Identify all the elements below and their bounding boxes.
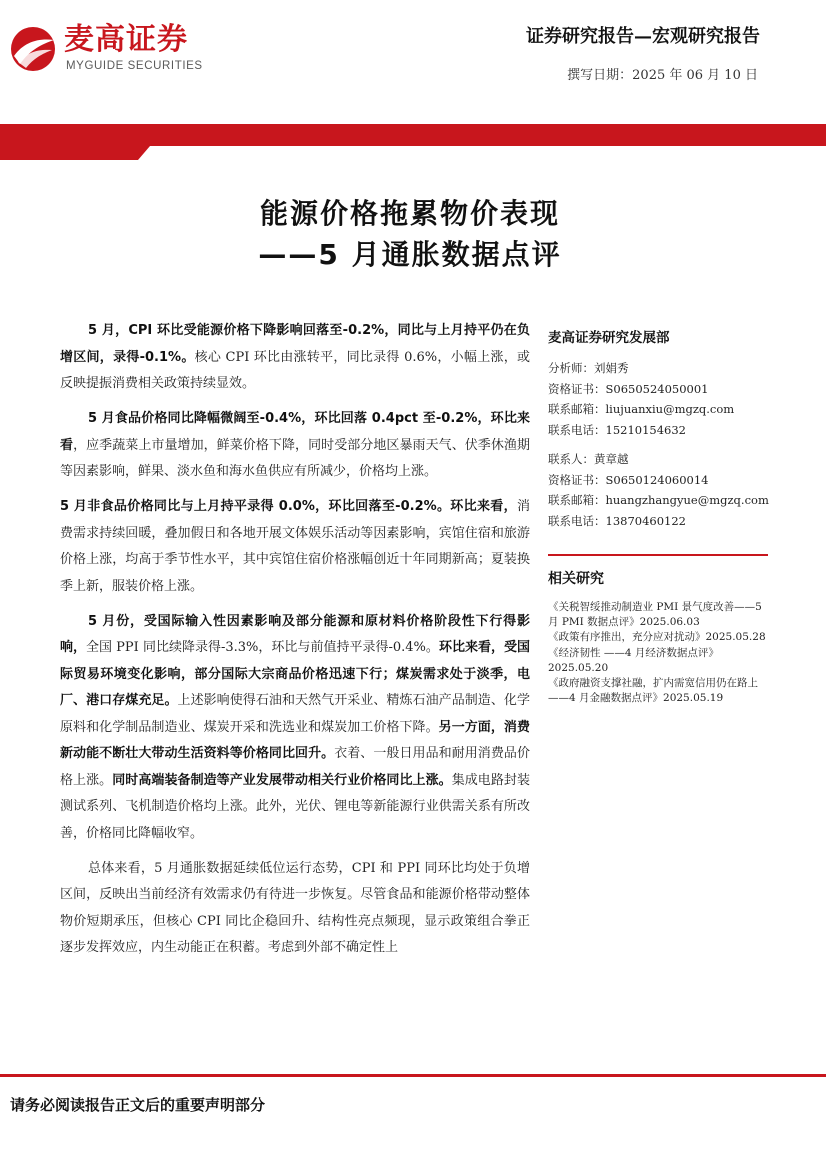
paragraph-lead: 5 月份，受国际输入性因素影响及部分能源和原材料价格阶段性下行得影响， <box>60 613 530 655</box>
research-dept: 麦高证券研究发展部 <box>548 330 670 346</box>
analyst-phone: 联系电话：15210154632 <box>548 422 686 437</box>
sidebar-divider <box>548 554 768 556</box>
related-item[interactable]: 《政府融资支撑社融，扩内需宽信用仍在路上——4 月金融数据点评》2025.05.19 <box>548 677 758 705</box>
paragraph-ppi <box>60 609 530 848</box>
paragraph-text: 上述影响使得石油和天然气开采业、精炼石油产品制造、化学原料和化学制品制造业、煤炭开采和洗选业和煤炭加工价格下降。 <box>60 693 530 735</box>
paragraph-text: 衣着、一般日用品和耐用消费品价格上涨。 <box>60 746 530 788</box>
paragraph-lead: 5 月食品价格同比降幅微阔至-0.4%，环比回落 0.4pct 至-0.2%，环比来看 <box>60 411 530 453</box>
paragraph-summary <box>60 856 530 962</box>
related-research-title: 相关研究 <box>548 571 604 587</box>
disclaimer-notice: 请务必阅读报告正文后的重要声明部分 <box>10 1096 266 1114</box>
paragraph-text: ，应季蔬菜上市量增加，鲜菜价格下降，同时受部分地区暴雨天气、伏季休渔期等因素影响，鲜果、淡水鱼和海水鱼供应有所减少，价格均上涨。 <box>60 437 530 479</box>
paragraph-lead: 5 月，CPI 环比受能源价格下降影响回落至-0.2%，同比与上月持平仍在负增区间，录得-0.1%。 <box>60 323 530 365</box>
report-type: 证券研究报告—宏观研究报告 <box>526 26 760 47</box>
write-date: 撰写日期：2025 年 06 月 10 日 <box>567 68 758 83</box>
report-title: 能源价格拖累物价表现 <box>259 197 560 230</box>
company-logo <box>8 22 218 78</box>
contact-cert: 资格证书：S0650124060014 <box>548 472 709 487</box>
header-banner <box>0 124 826 160</box>
contact-phone: 联系电话：13870460122 <box>548 513 686 528</box>
sidebar <box>548 320 769 705</box>
logo-mark-icon <box>8 22 60 74</box>
related-item[interactable]: 《关税智绥推动制造业 PMI 景气度改善——5 月 PMI 数据点评》2025.06.03 <box>548 601 762 629</box>
paragraph-text: 核心 CPI 环比由涨转平，同比录得 0.6%，小幅上涨，或反映提振消费相关政策持续显效。 <box>60 349 530 391</box>
paragraph-cpi <box>60 318 530 398</box>
paragraph-text: 全国 PPI 同比续降录得-3.3%，环比与前值持平录得-0.4%。 <box>86 640 439 655</box>
logo-text-en: MYGUIDE SECURITIES <box>66 60 203 72</box>
paragraph-lead: 5 月非食品价格同比与上月持平录得 0.0%，环比回落至-0.2%。环比来看， <box>60 499 517 514</box>
related-research-list <box>548 600 770 706</box>
footer-divider <box>0 1074 826 1077</box>
paragraph-food <box>60 406 530 486</box>
analyst-cert: 资格证书：S0650524050001 <box>548 381 709 396</box>
related-item[interactable]: 《政策有序推出，充分应对扰动》2025.05.28 <box>548 631 766 644</box>
report-subtitle: ——5 月通胀数据点评 <box>258 238 562 271</box>
contact-name: 联系人：黄章越 <box>548 452 629 466</box>
related-item[interactable]: 《经济韧性 ——4 月经济数据点评》2025.05.20 <box>548 646 719 674</box>
paragraph-text: 集成电路封装测试系列、飞机制造价格均上涨。此外，光伏、锂电等新能源行业供需关系有所改善，价格同比降幅收窄。 <box>60 772 530 841</box>
analyst-name: 分析师：刘娟秀 <box>548 361 629 375</box>
analyst-email: 联系邮箱：liujuanxiu@mgzq.com <box>548 402 735 416</box>
paragraph-emphasis: 另一方面，消费新动能不断壮大带动生活资料等价格同比回升。 <box>60 719 530 761</box>
paragraph-text: 消费需求持续回暖，叠加假日和各地开展文体娱乐活动等因素影响，宾馆住宿和旅游价格上涨，均高于季节性水平，其中宾馆住宿价格涨幅创近十年同期新高；夏装换季上新，服装价格上涨。 <box>60 499 530 594</box>
logo-text-cn: 麦高证券 <box>64 22 188 57</box>
contact-email: 联系邮箱：huangzhangyue@mgzq.com <box>548 493 769 507</box>
paragraph-nonfood <box>60 494 530 600</box>
paragraph-emphasis: 环比来看，受国际贸易环境变化影响，部分国际大宗商品价格迅速下行；煤炭需求处于淡季，电厂、港口存煤充足。 <box>60 640 530 708</box>
report-body <box>60 318 530 970</box>
paragraph-emphasis: 同时高端装备制造等产业发展带动相关行业价格同比上涨。 <box>112 772 452 788</box>
paragraph-text: 总体来看，5 月通胀数据延续低位运行态势，CPI 和 PPI 同环比均处于负增区间，反映出当前经济有效需求仍有待进一步恢复。尽管食品和能源价格带动整体物价短期承压，但核心 CPI 同比企稳回升、结构性亮点频现，显示政策组合拳正逐步发挥效应，内生动能正在积蓄。考虑到外部不确定性上 <box>60 860 530 955</box>
